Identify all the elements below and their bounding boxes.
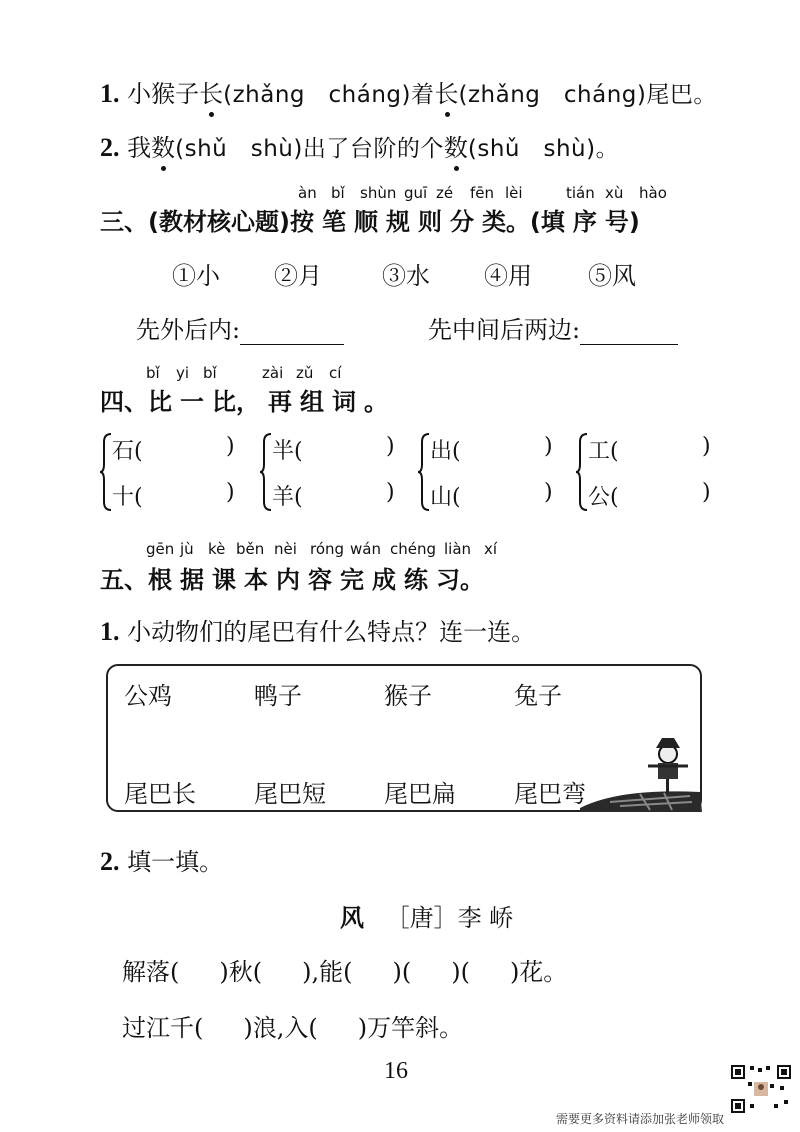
pinyin: liàn (444, 540, 472, 558)
close-paren: ) (386, 434, 395, 459)
compare-char-bottom: 羊( (272, 485, 303, 510)
heading-char: 比 (148, 388, 180, 416)
pinyin: zài (262, 364, 284, 382)
pinyin-choice: (zhǎng cháng)尾巴。 (458, 82, 717, 108)
animal-word[interactable]: 猴子 (384, 682, 432, 710)
question-text: 我 (127, 134, 152, 162)
heading-char: 号 (604, 208, 629, 236)
pinyin: xù (605, 184, 624, 202)
close-paren: ) (544, 480, 553, 505)
pinyin: hào (639, 184, 667, 202)
heading-char: 按 (289, 208, 322, 236)
pinyin: zé (436, 184, 454, 202)
brace-icon (100, 432, 112, 512)
pinyin: gēn (146, 540, 175, 558)
pinyin: kè (208, 540, 226, 558)
pinyin: jù (180, 540, 194, 558)
heading-char: 课 (212, 566, 244, 594)
poem-heading (340, 898, 513, 933)
heading-char: 词 (332, 388, 364, 416)
heading-char: 据 (180, 566, 212, 594)
question-text: 填一填。 (127, 848, 224, 876)
poem-text: 解落( (122, 958, 180, 986)
tail-word[interactable]: 尾巴长 (124, 780, 196, 808)
section5-q1 (100, 612, 535, 647)
heading-suffix: 。( (505, 208, 541, 236)
compare-group-1 (100, 432, 246, 512)
blank-label: 先外后内: (136, 316, 241, 344)
section5-heading (100, 560, 484, 595)
question-number: 2. (100, 847, 120, 876)
poem-text: )( (392, 958, 412, 986)
dotted-char: 长 (435, 74, 459, 109)
pinyin: róng (310, 540, 345, 558)
animal-word[interactable]: 公鸡 (124, 682, 172, 710)
option-item: ④用 (484, 262, 532, 290)
compare-char-top: 出( (430, 439, 461, 464)
heading-char: 一 (180, 388, 212, 416)
heading-char: 容 (308, 566, 340, 594)
pinyin: zǔ (296, 364, 314, 382)
heading-char: 根 (148, 566, 180, 594)
blank-middle-sides (428, 310, 678, 345)
pinyin: lèi (505, 184, 523, 202)
heading-prefix: 四、 (100, 388, 148, 416)
pinyin-choice: (zhǎng cháng)着 (223, 82, 435, 108)
option-item: ②月 (274, 262, 322, 290)
question-number: 1. (100, 79, 120, 108)
heading-char: 比 (212, 388, 236, 416)
heading-char: 成 (372, 566, 404, 594)
pinyin: xí (484, 540, 498, 558)
poem-text: )秋( (219, 958, 263, 986)
brace-icon (418, 432, 430, 512)
pinyin: chéng (390, 540, 437, 558)
brace-icon (576, 432, 588, 512)
poem-text: )万竿斜。 (357, 1014, 464, 1042)
pinyin-choice: (shǔ shù)出了台阶的个 (175, 136, 444, 162)
poem-text: )浪,入( (243, 1014, 318, 1042)
scarecrow-illustration (580, 730, 704, 814)
section4-heading (100, 382, 388, 417)
compare-group-4 (576, 432, 722, 512)
section3-heading (100, 202, 640, 237)
qr-code-icon[interactable] (730, 1064, 792, 1114)
question-number: 1. (100, 617, 120, 646)
option-item: ③水 (382, 262, 430, 290)
heading-char: 类 (481, 208, 506, 236)
poem-text: ),能( (302, 958, 353, 986)
heading-char: ， (236, 388, 268, 416)
heading-char: 规 (385, 208, 418, 236)
heading-char: 填 (540, 208, 573, 236)
pinyin: fēn (470, 184, 495, 202)
heading-char: 则 (417, 208, 450, 236)
animal-word[interactable]: 鸭子 (254, 682, 302, 710)
heading-char: 习 (436, 566, 460, 594)
poem-text: )( (451, 958, 470, 986)
pinyin: bǐ (146, 364, 160, 382)
heading-prefix: 三、(教材核心题) (100, 208, 290, 236)
animal-word[interactable]: 兔子 (514, 682, 562, 710)
compare-char-top: 工( (588, 439, 619, 464)
compare-char-top: 半( (272, 439, 303, 464)
pinyin-choice: (shǔ shù)。 (467, 136, 620, 162)
option-item: ⑤风 (588, 262, 636, 290)
close-paren: ) (226, 434, 235, 459)
pinyin: shùn (360, 184, 397, 202)
dotted-char: 长 (199, 74, 223, 109)
pinyin: cí (329, 364, 342, 382)
answer-blank[interactable] (580, 318, 678, 345)
heading-end: 。 (460, 566, 484, 594)
compare-group-2 (260, 432, 406, 512)
pinyin: yi (176, 364, 190, 382)
pinyin: běn (236, 540, 265, 558)
blank-outside-inside (136, 310, 344, 345)
compare-char-bottom: 山( (430, 485, 461, 510)
close-paren: ) (702, 480, 711, 505)
heading-char: 组 (300, 388, 332, 416)
heading-char: 顺 (353, 208, 386, 236)
heading-prefix: 五、 (100, 566, 148, 594)
pinyin: àn (298, 184, 317, 202)
close-paren: ) (702, 434, 711, 459)
heading-char: 完 (340, 566, 372, 594)
dotted-char: 数 (151, 128, 175, 163)
heading-char: 笔 (321, 208, 354, 236)
compare-char-bottom: 公( (588, 485, 619, 510)
close-paren: ) (544, 434, 553, 459)
brace-icon (260, 432, 272, 512)
compare-char-top: 石( (112, 439, 143, 464)
heading-end: ) (628, 208, 640, 236)
heading-char: 本 (244, 566, 276, 594)
pinyin: bǐ (203, 364, 217, 382)
poem-title: 风 (340, 903, 364, 932)
answer-blank[interactable] (240, 318, 344, 345)
compare-char-bottom: 十( (112, 485, 143, 510)
heading-char: 练 (404, 566, 436, 594)
footer-note: 需要更多资料请添加张老师领取 (556, 1112, 725, 1126)
pinyin: guī (404, 184, 428, 202)
question-number: 2. (100, 133, 120, 162)
heading-char: 。 (364, 388, 388, 416)
tail-word[interactable]: 尾巴扁 (384, 780, 456, 808)
heading-char: 内 (276, 566, 308, 594)
question-text: 小猴子 (127, 80, 200, 108)
poem-line-1 (122, 952, 567, 987)
dotted-char: 数 (444, 128, 468, 163)
question-text: 小动物们的尾巴有什么特点？连一连。 (127, 618, 536, 646)
poem-author: ［唐］李 峤 (385, 904, 514, 932)
poem-line-2 (122, 1008, 463, 1043)
pinyin: nèi (274, 540, 297, 558)
poem-text: 过江千( (122, 1014, 204, 1042)
close-paren: ) (386, 480, 395, 505)
poem-text: )花。 (509, 958, 568, 986)
compare-group-3 (418, 432, 564, 512)
heading-char: 序 (572, 208, 605, 236)
question-2 (100, 128, 619, 163)
heading-char: 分 (449, 208, 482, 236)
question-1 (100, 74, 717, 109)
blank-label: 先中间后两边: (428, 316, 581, 344)
section5-q2 (100, 842, 223, 877)
heading-char: 再 (268, 388, 300, 416)
pinyin: bǐ (331, 184, 345, 202)
option-item: ①小 (172, 262, 220, 290)
pinyin: wán (350, 540, 381, 558)
tail-word[interactable]: 尾巴弯 (514, 780, 586, 808)
pinyin: tián (566, 184, 595, 202)
tail-word[interactable]: 尾巴短 (254, 780, 326, 808)
close-paren: ) (226, 480, 235, 505)
page-number: 16 (384, 1058, 408, 1084)
